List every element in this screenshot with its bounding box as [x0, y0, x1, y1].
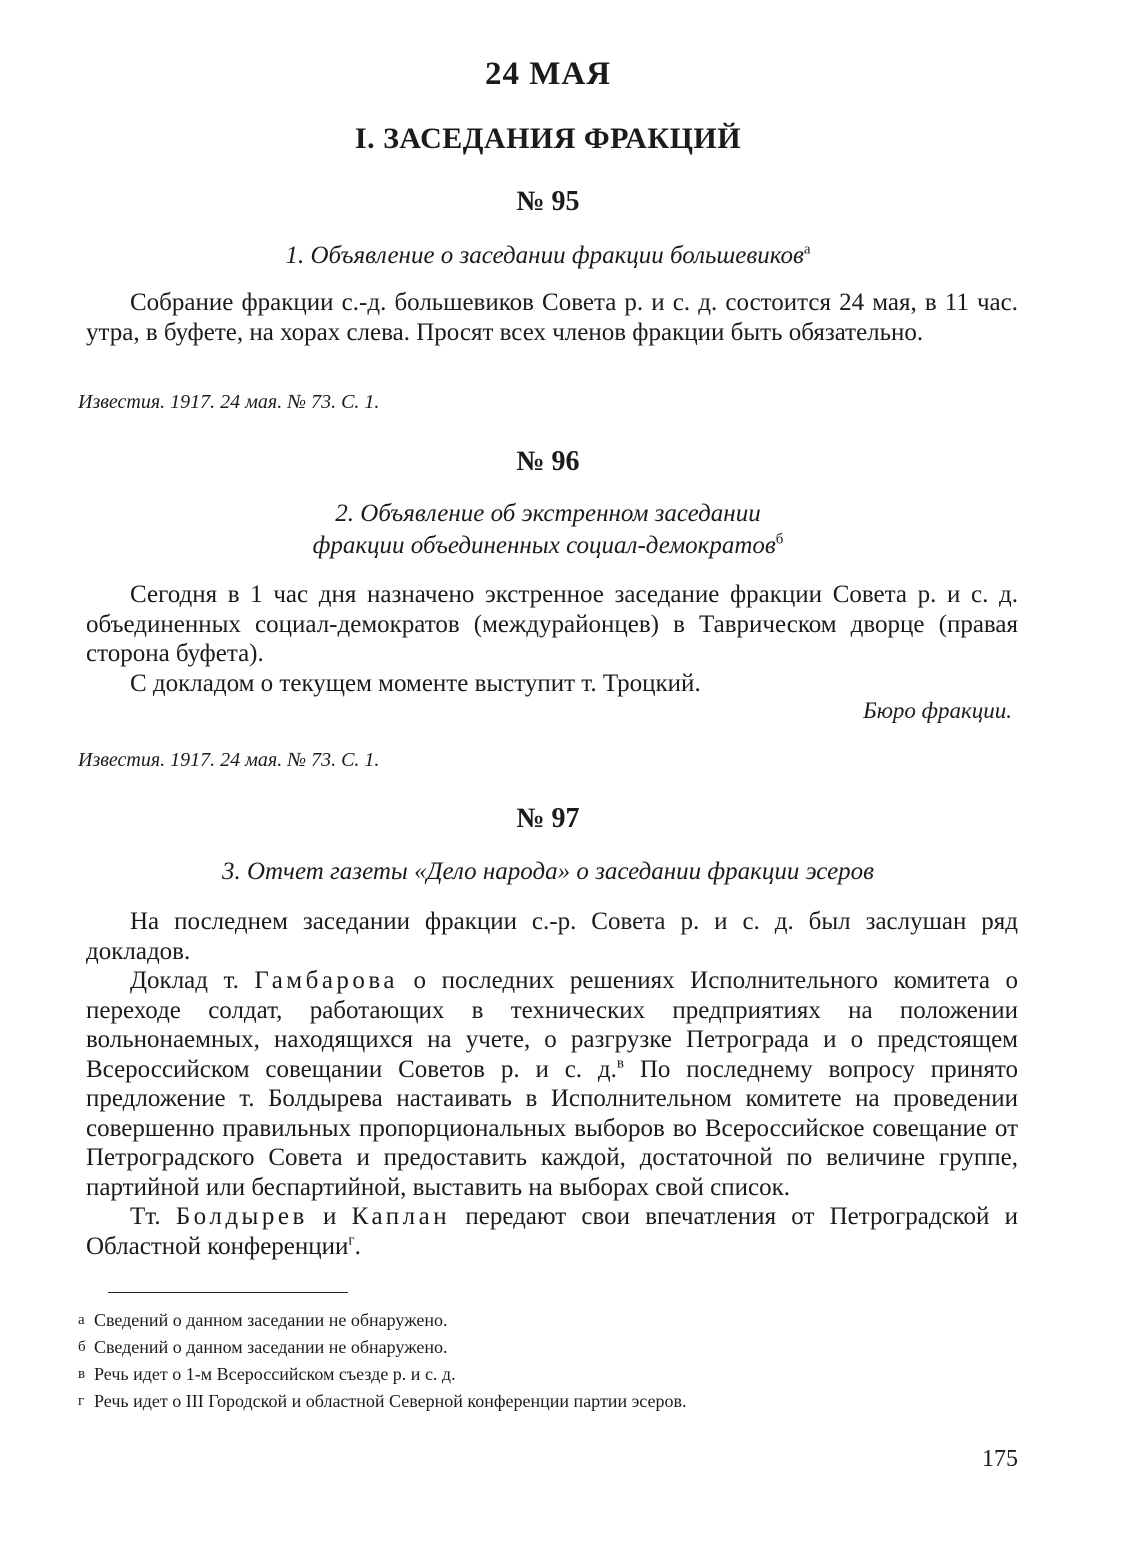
section-heading: I. ЗАСЕДАНИЯ ФРАКЦИЙ — [354, 122, 742, 155]
footnote-mark: б — [78, 1339, 86, 1355]
footnote-mark: г — [78, 1393, 85, 1409]
document-title-text: 1. Объявление о заседании фракции большевиков — [285, 242, 804, 269]
page-number: 175 — [982, 1446, 1018, 1472]
paragraph: Сегодня в 1 час дня назначено экстренное заседание фракции Совета р. и с. д. объединенных социал-демократов (междурайонцев) в Таврическом дворце (правая сторона буфета). — [86, 581, 1018, 667]
document-number: № 95 — [516, 186, 580, 217]
text-run: передают свои впечатления от Петроградской и Областной конференции — [86, 1203, 1019, 1260]
footnote-text: Сведений о данном заседании не обнаружено. — [94, 1310, 448, 1330]
signature: Бюро фракции. — [863, 698, 1012, 723]
paragraph: Собрание фракции с.-д. большевиков Совета р. и с. д. состоится 24 мая, в 11 час. утра, в буфете, на хорах слева. Просят всех членов фракции быть обязательно. — [86, 289, 1018, 346]
person-name: Каплан — [351, 1203, 451, 1230]
footnote — [78, 1361, 687, 1388]
paragraph: С докладом о текущем моменте выступит т. Троцкий. — [130, 669, 701, 697]
text-run: По последнему вопросу принято предложение т. Болдырева настаивать в Исполнительном комитете на проведении совершенно правильных пропорциональных выборов во Всероссийское совещание от Петроградского Совета и предоставить каждой, достаточной по величине группе, партийной или беспартийной, выставить на выборах свой список. — [86, 1055, 1019, 1201]
document-title-line: фракции объединенных социал-демократов — [312, 532, 776, 559]
date-heading: 24 МАЯ — [484, 56, 612, 92]
footnote-text: Сведений о данном заседании не обнаружено. — [94, 1337, 448, 1357]
person-name: Болдырев — [175, 1203, 308, 1230]
footnote-ref: г — [348, 1232, 355, 1249]
footnote — [78, 1307, 687, 1334]
text-run: и — [323, 1203, 337, 1230]
document-body — [86, 907, 1018, 1261]
paragraph — [86, 1202, 1018, 1261]
footnotes — [78, 1307, 687, 1415]
document-title — [78, 240, 1018, 272]
footnote — [78, 1334, 687, 1361]
footnote-ref: в — [616, 1055, 624, 1072]
footnote-text: Речь идет о 1-м Всероссийском съезде р. и с. д. — [94, 1364, 456, 1384]
document-title — [78, 498, 1018, 562]
footnote-ref: а — [803, 241, 811, 258]
footnote — [78, 1388, 687, 1415]
text-run: Тт. — [130, 1203, 161, 1230]
footnote-text: Речь идет о III Городской и областной Северной конференции партии эсеров. — [94, 1391, 687, 1411]
text-run: о последних решениях Исполнительного комитета о переходе солдат, работающих в технических предприятиях на положении вольнонаемных, находящихся на учете, о разгрузке Петрограда и о предстоящем Всероссийском совещании Советов р. и с. д. — [86, 967, 1018, 1083]
footnote-mark: а — [78, 1312, 85, 1328]
document-number: № 96 — [516, 446, 580, 477]
paragraph — [86, 966, 1018, 1202]
source-citation: Известия. 1917. 24 мая. № 73. С. 1. — [78, 749, 380, 771]
footnote-ref: б — [775, 531, 784, 548]
paragraph: На последнем заседании фракции с.-р. Совета р. и с. д. был заслушан ряд докладов. — [86, 908, 1018, 965]
footnote-mark: в — [78, 1366, 86, 1382]
text-run: . — [354, 1232, 361, 1260]
document-body — [86, 288, 1018, 347]
document-title-line: 2. Объявление об экстренном заседании — [335, 500, 761, 527]
source-citation: Известия. 1917. 24 мая. № 73. С. 1. — [78, 391, 380, 413]
page — [78, 0, 1018, 1551]
document-body — [86, 580, 1018, 698]
person-name: Гамбарова — [254, 967, 398, 994]
text-run: Доклад т. — [130, 967, 239, 994]
document-title: 3. Отчет газеты «Дело народа» о заседании фракции эсеров — [221, 858, 875, 885]
footnote-divider — [108, 1292, 348, 1293]
document-number: № 97 — [516, 803, 580, 834]
